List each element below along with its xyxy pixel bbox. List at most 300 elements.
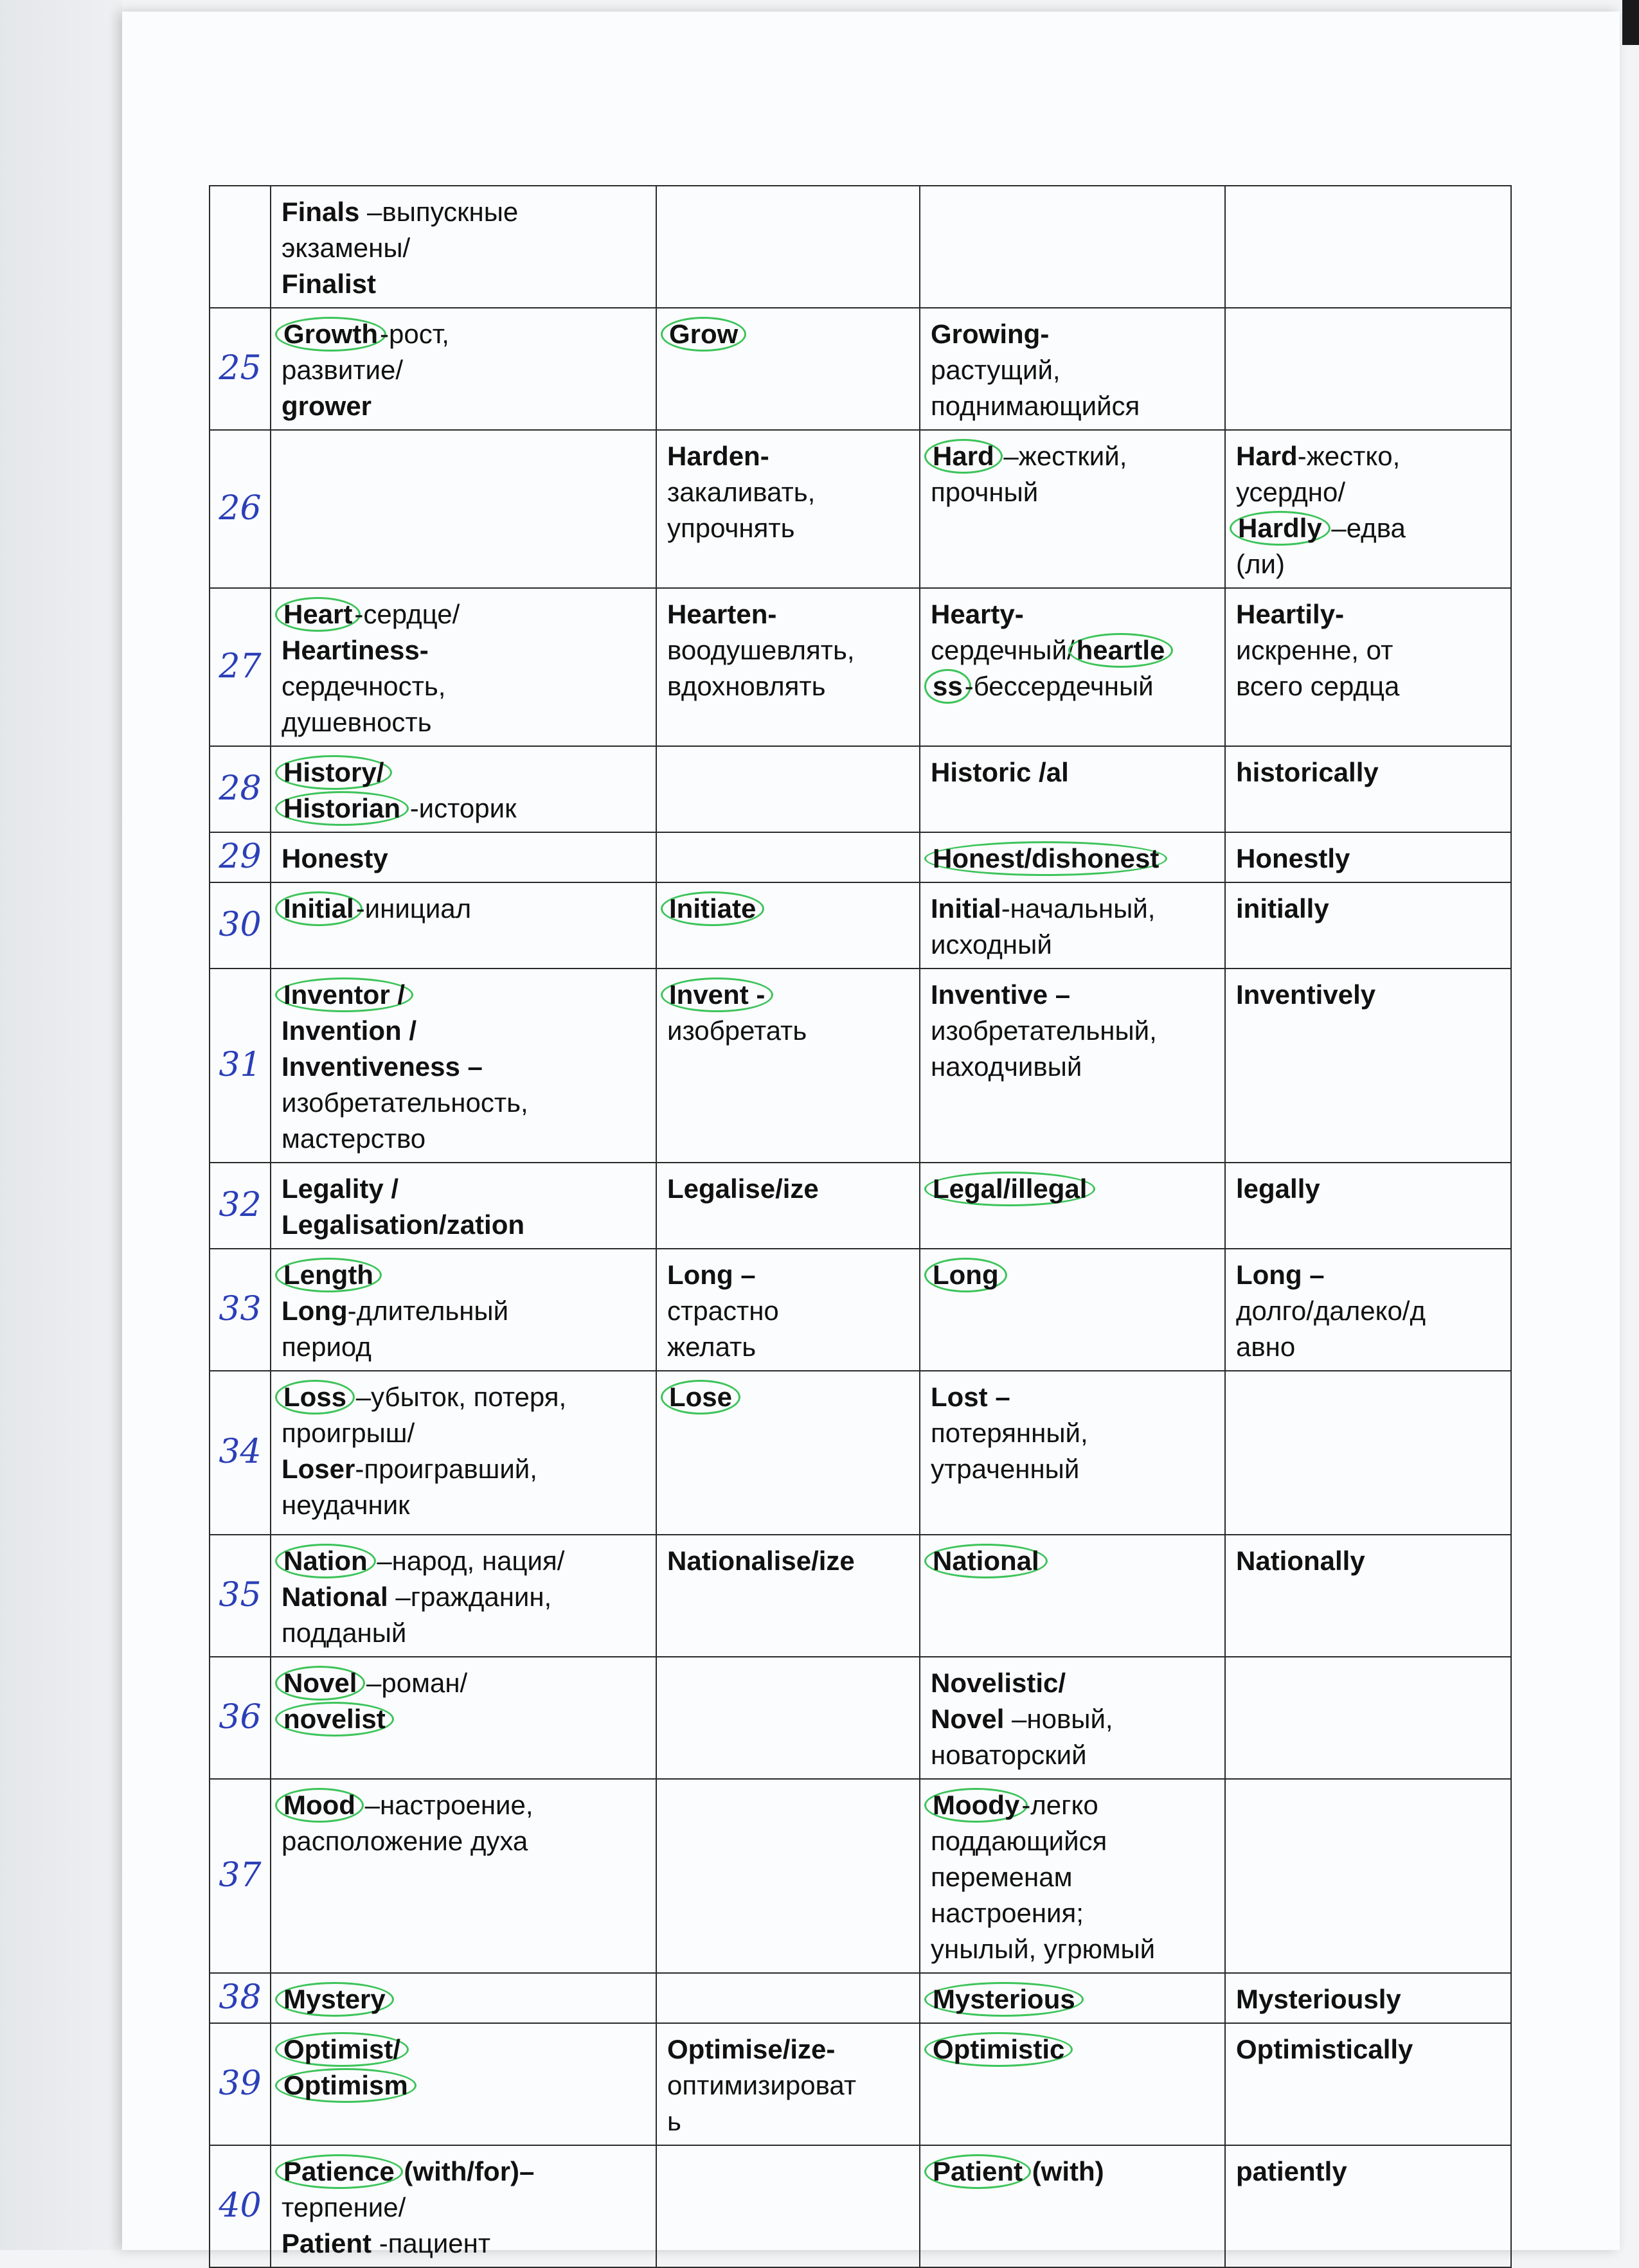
headword: Mysteriously — [1236, 1984, 1401, 2014]
table-row — [210, 832, 1511, 882]
headword: Historic /al — [931, 757, 1069, 787]
cell-line — [282, 632, 647, 668]
cell-line — [1236, 632, 1501, 668]
translation-text: долго/далеко/д — [1236, 1296, 1426, 1326]
headword: - — [419, 635, 429, 665]
adverb-cell — [1225, 832, 1511, 882]
circled-word: Optimist/ — [275, 2032, 409, 2067]
translation-text: новаторский — [931, 1740, 1087, 1770]
headword: Initial — [931, 893, 1001, 924]
cell-line — [667, 474, 910, 510]
circled-word: Novel — [275, 1666, 365, 1701]
translation-text: вдохновлять — [667, 671, 826, 701]
headword: National — [282, 1582, 388, 1612]
verb-cell — [656, 186, 920, 308]
translation-text: -рост, — [379, 319, 449, 349]
headword: Nationally — [1236, 1546, 1365, 1576]
translation-text: -легко — [1021, 1790, 1098, 1820]
adjective-cell — [920, 1249, 1225, 1371]
translation-text: сердечность, — [282, 671, 446, 701]
vocabulary-table-body — [210, 186, 1511, 2267]
handwritten-row-number: 33 — [219, 1289, 262, 1328]
headword: Novelistic/ — [931, 1668, 1066, 1698]
noun-cell — [271, 2023, 656, 2145]
verb-cell — [656, 2023, 920, 2145]
row-number-cell — [210, 969, 271, 1163]
cell-line — [931, 438, 1215, 474]
circled-word: Invent - — [661, 978, 773, 1012]
translation-text: -длительный — [347, 1296, 509, 1326]
translation-text: –жесткий, — [996, 441, 1127, 471]
cell-line — [1236, 1543, 1501, 1579]
verb-cell — [656, 746, 920, 832]
circled-word: Growth — [275, 317, 386, 352]
headword: Finalist — [282, 269, 377, 299]
table-row — [210, 1657, 1511, 1779]
headword: initially — [1236, 893, 1329, 924]
noun-cell — [271, 1779, 656, 1973]
cell-line — [1236, 668, 1501, 704]
cell-line — [1236, 1293, 1501, 1329]
translation-text: -жестко, — [1297, 441, 1401, 471]
headword: legally — [1236, 1174, 1320, 1204]
cell-line — [931, 2031, 1215, 2067]
cell-line — [667, 668, 910, 704]
headword: (with) — [1025, 2156, 1104, 2186]
headword: Heartiness — [282, 635, 420, 665]
noun-cell — [271, 186, 656, 308]
cell-line — [282, 316, 647, 352]
cell-line — [282, 1415, 647, 1451]
cell-line — [282, 1981, 647, 2017]
translation-text: оптимизироват — [667, 2070, 857, 2100]
cell-line — [931, 841, 1215, 877]
headword: Legalise/ize — [667, 1174, 819, 1204]
table-row — [210, 1779, 1511, 1973]
verb-cell — [656, 1249, 920, 1371]
scanner-background — [0, 0, 122, 2250]
circled-word: Historian — [275, 791, 409, 826]
cell-line — [282, 841, 647, 877]
cell-line — [931, 668, 1215, 704]
cell-line — [282, 755, 647, 790]
translation-text: настроения; — [931, 1898, 1084, 1928]
cell-line — [667, 596, 910, 632]
cell-line — [931, 927, 1215, 963]
circled-word: Mystery — [275, 1982, 394, 2017]
table-row — [210, 2145, 1511, 2267]
headword: Inventively — [1236, 979, 1376, 1010]
cell-line — [282, 1701, 647, 1737]
headword: Growing — [931, 319, 1041, 349]
translation-text: поднимающийся — [931, 391, 1140, 421]
cell-line — [282, 1013, 647, 1049]
circled-word: Mysterious — [924, 1982, 1084, 2017]
translation-text: -проигравший, — [355, 1454, 537, 1484]
translation-text: -инициал — [355, 893, 472, 924]
adjective-cell — [920, 2023, 1225, 2145]
verb-cell — [656, 832, 920, 882]
translation-text: -пациент — [372, 2228, 491, 2258]
table-row — [210, 1249, 1511, 1371]
verb-cell — [656, 2145, 920, 2267]
cell-line — [931, 474, 1215, 510]
vocabulary-table — [209, 185, 1512, 2268]
cell-line — [282, 1293, 647, 1329]
headword: Heartily — [1236, 599, 1336, 629]
handwritten-row-number: 25 — [219, 348, 262, 388]
noun-cell — [271, 882, 656, 969]
handwritten-row-number: 29 — [219, 837, 262, 876]
cell-line — [282, 1787, 647, 1823]
row-number-cell — [210, 832, 271, 882]
cell-line — [1236, 1257, 1501, 1293]
noun-cell — [271, 1163, 656, 1249]
headword: Novel — [931, 1704, 1005, 1734]
cell-line — [282, 1329, 647, 1365]
cell-line — [667, 977, 910, 1013]
headword: Inventiveness – — [282, 1051, 483, 1082]
cell-line — [931, 1895, 1215, 1931]
circled-word: Length — [275, 1258, 382, 1292]
verb-cell — [656, 430, 920, 588]
cell-line — [282, 1257, 647, 1293]
verb-cell — [656, 1371, 920, 1535]
circled-word: Patient — [924, 2154, 1031, 2189]
cell-line — [931, 977, 1215, 1013]
adverb-cell — [1225, 308, 1511, 430]
translation-text: упрочнять — [667, 513, 795, 543]
translation-text: искренне, от — [1236, 635, 1393, 665]
adjective-cell — [920, 1973, 1225, 2023]
handwritten-row-number: 38 — [219, 1978, 262, 2017]
handwritten-row-number: 34 — [219, 1433, 262, 1471]
adverb-cell — [1225, 1779, 1511, 1973]
translation-text: исходный — [931, 929, 1052, 960]
headword: - — [760, 441, 769, 471]
headword: Loser — [282, 1454, 355, 1484]
translation-text: –гражданин, — [388, 1582, 552, 1612]
handwritten-row-number: 39 — [219, 2064, 262, 2103]
cell-line — [931, 891, 1215, 927]
translation-text: расположение духа — [282, 1826, 528, 1856]
cell-line — [282, 2031, 647, 2067]
verb-cell — [656, 969, 920, 1163]
noun-cell — [271, 2145, 656, 2267]
cell-line — [931, 1257, 1215, 1293]
circled-word: Moody — [924, 1788, 1028, 1823]
row-number-cell — [210, 1657, 271, 1779]
cell-line — [282, 1171, 647, 1207]
cell-line — [931, 1451, 1215, 1487]
adjective-cell — [920, 588, 1225, 746]
cell-line — [1236, 977, 1501, 1013]
adjective-cell — [920, 1371, 1225, 1535]
cell-line — [282, 1121, 647, 1157]
cell-line — [931, 1049, 1215, 1085]
translation-text: ь — [667, 2106, 681, 2136]
translation-text: –новый, — [1004, 1704, 1113, 1734]
translation-text: терпение/ — [282, 2192, 406, 2222]
translation-text: закаливать, — [667, 477, 816, 507]
verb-cell — [656, 588, 920, 746]
noun-cell — [271, 746, 656, 832]
cell-line — [282, 2154, 647, 2190]
row-number-cell — [210, 882, 271, 969]
circled-word: Patience — [275, 2154, 403, 2189]
table-row — [210, 430, 1511, 588]
cell-line — [1236, 474, 1501, 510]
headword: grower — [282, 391, 372, 421]
translation-text: подданый — [282, 1618, 407, 1648]
translation-text: период — [282, 1332, 372, 1362]
adverb-cell — [1225, 2023, 1511, 2145]
verb-cell — [656, 1779, 920, 1973]
scan-corner-mark — [1622, 0, 1639, 45]
cell-line — [282, 2226, 647, 2262]
cell-line — [667, 510, 910, 546]
adverb-cell — [1225, 746, 1511, 832]
headword: Legality / — [282, 1174, 399, 1204]
circled-word: ss — [924, 669, 971, 704]
translation-text: страстно — [667, 1296, 779, 1326]
circled-word: Honest/dishonest — [924, 841, 1167, 876]
adjective-cell — [920, 746, 1225, 832]
cell-line — [1236, 596, 1501, 632]
cell-line — [667, 1171, 910, 1207]
adjective-cell — [920, 969, 1225, 1163]
cell-line — [667, 632, 910, 668]
translation-text: -начальный, — [1001, 893, 1156, 924]
row-number-cell — [210, 1973, 271, 2023]
circled-word: Legal/illegal — [924, 1172, 1095, 1206]
cell-line — [931, 2154, 1215, 2190]
cell-line — [282, 266, 647, 302]
translation-text: –выпускные — [359, 197, 519, 227]
noun-cell — [271, 832, 656, 882]
verb-cell — [656, 1973, 920, 2023]
headword: Long – — [1236, 1260, 1325, 1290]
cell-line — [931, 1737, 1215, 1773]
translation-text: всего сердца — [1236, 671, 1400, 701]
headword: Honesty — [282, 843, 388, 873]
cell-line — [282, 977, 647, 1013]
cell-line — [282, 1085, 647, 1121]
handwritten-row-number: 31 — [219, 1045, 262, 1084]
cell-line — [1236, 546, 1501, 582]
translation-text: растущий, — [931, 355, 1061, 385]
table-row — [210, 588, 1511, 746]
cell-line — [667, 2103, 910, 2139]
cell-line — [931, 1823, 1215, 1859]
row-number-cell — [210, 1535, 271, 1657]
noun-cell — [271, 1657, 656, 1779]
translation-text: прочный — [931, 477, 1039, 507]
table-row — [210, 882, 1511, 969]
noun-cell — [271, 308, 656, 430]
noun-cell — [271, 1249, 656, 1371]
cell-line — [1236, 2031, 1501, 2067]
table-row — [210, 186, 1511, 308]
headword: Lost – — [931, 1382, 1010, 1412]
translation-text: изобретать — [667, 1015, 807, 1046]
headword: Hard — [1236, 441, 1298, 471]
headword: - — [826, 2034, 836, 2064]
headword: Honestly — [1236, 843, 1350, 873]
handwritten-row-number: 28 — [219, 769, 262, 808]
translation-text: потерянный, — [931, 1418, 1088, 1448]
handwritten-row-number: 40 — [219, 2186, 262, 2225]
adjective-cell — [920, 1163, 1225, 1249]
translation-text: –убыток, потеря, — [348, 1382, 567, 1412]
cell-line — [282, 1049, 647, 1085]
headword: Harden — [667, 441, 760, 471]
cell-line — [931, 352, 1215, 388]
translation-text: –народ, нация/ — [369, 1546, 565, 1576]
verb-cell — [656, 882, 920, 969]
row-number-cell — [210, 588, 271, 746]
adverb-cell — [1225, 2145, 1511, 2267]
cell-line — [931, 316, 1215, 352]
adverb-cell — [1225, 430, 1511, 588]
translation-text: переменам — [931, 1862, 1073, 1892]
circled-word: Grow — [661, 317, 746, 352]
cell-line — [1236, 1981, 1501, 2017]
cell-line — [931, 632, 1215, 668]
handwritten-row-number: 35 — [219, 1575, 262, 1614]
cell-line — [667, 1293, 910, 1329]
adjective-cell — [920, 832, 1225, 882]
cell-line — [282, 1823, 647, 1859]
row-number-cell — [210, 746, 271, 832]
cell-line — [931, 1665, 1215, 1701]
cell-line — [1236, 755, 1501, 790]
translation-text: (ли) — [1236, 549, 1285, 579]
translation-text: развитие/ — [282, 355, 403, 385]
headword: - — [767, 599, 777, 629]
translation-text: проигрыш/ — [282, 1418, 415, 1448]
cell-line — [1236, 1171, 1501, 1207]
circled-word: Optimism — [275, 2068, 416, 2103]
translation-text: авно — [1236, 1332, 1296, 1362]
adverb-cell — [1225, 1249, 1511, 1371]
cell-line — [282, 1379, 647, 1415]
row-number-cell — [210, 186, 271, 308]
translation-text: унылый, угрюмый — [931, 1934, 1156, 1964]
headword: patiently — [1236, 2156, 1347, 2186]
cell-line — [282, 891, 647, 927]
adverb-cell — [1225, 882, 1511, 969]
circled-word: novelist — [275, 1702, 394, 1737]
cell-line — [931, 1701, 1215, 1737]
cell-line — [282, 2067, 647, 2103]
cell-line — [282, 1207, 647, 1243]
cell-line — [931, 388, 1215, 424]
cell-line — [931, 1013, 1215, 1049]
handwritten-row-number: 36 — [219, 1697, 262, 1737]
headword: Long — [282, 1296, 348, 1326]
row-number-cell — [210, 430, 271, 588]
translation-text: изобретательный, — [931, 1015, 1157, 1046]
table-row — [210, 1163, 1511, 1249]
circled-word: Initiate — [661, 891, 764, 926]
translation-text: –роман/ — [359, 1668, 468, 1698]
cell-line — [931, 1981, 1215, 2017]
translation-text: усердно/ — [1236, 477, 1346, 507]
translation-text: –едва — [1323, 513, 1406, 543]
cell-line — [282, 1615, 647, 1651]
translation-text: –настроение, — [357, 1790, 533, 1820]
noun-cell — [271, 1371, 656, 1535]
translation-text: мастерство — [282, 1123, 426, 1154]
headword: Long – — [667, 1260, 756, 1290]
cell-line — [931, 596, 1215, 632]
table-row — [210, 969, 1511, 1163]
noun-cell — [271, 430, 656, 588]
verb-cell — [656, 1535, 920, 1657]
cell-line — [931, 1543, 1215, 1579]
cell-line — [931, 1859, 1215, 1895]
cell-line — [931, 1379, 1215, 1415]
cell-line — [1236, 1329, 1501, 1365]
cell-line — [282, 1579, 647, 1615]
cell-line — [282, 668, 647, 704]
headword: - — [1040, 319, 1050, 349]
cell-line — [282, 2190, 647, 2226]
adverb-cell — [1225, 1973, 1511, 2023]
headword: Inventive – — [931, 979, 1071, 1010]
cell-line — [931, 1171, 1215, 1207]
headword: - — [1335, 599, 1345, 629]
cell-line — [282, 388, 647, 424]
row-number-cell — [210, 1371, 271, 1535]
translation-text: утраченный — [931, 1454, 1080, 1484]
circled-word: Lose — [661, 1380, 740, 1415]
adverb-cell — [1225, 969, 1511, 1163]
headword: - — [1014, 599, 1024, 629]
translation-text: поддающийся — [931, 1826, 1107, 1856]
circled-word: Initial — [275, 891, 363, 926]
cell-line — [282, 1451, 647, 1487]
cell-line — [667, 2067, 910, 2103]
cell-line — [1236, 841, 1501, 877]
headword: Patient — [282, 2228, 372, 2258]
cell-line — [667, 1329, 910, 1365]
adverb-cell — [1225, 1535, 1511, 1657]
headword: (with/for)– — [396, 2156, 535, 2186]
cell-line — [931, 1931, 1215, 1967]
cell-line — [931, 1787, 1215, 1823]
adjective-cell — [920, 2145, 1225, 2267]
cell-line — [667, 1013, 910, 1049]
circled-word: Nation — [275, 1544, 376, 1578]
adjective-cell — [920, 308, 1225, 430]
cell-line — [931, 1415, 1215, 1451]
handwritten-row-number: 37 — [219, 1855, 262, 1895]
cell-line — [1236, 2154, 1501, 2190]
handwritten-row-number: 27 — [219, 647, 262, 686]
translation-text: сердечный/ — [931, 635, 1075, 665]
headword: Nationalise/ize — [667, 1546, 855, 1576]
headword: Optimistically — [1236, 2034, 1413, 2064]
verb-cell — [656, 1163, 920, 1249]
cell-line — [1236, 891, 1501, 927]
circled-word: Hardly — [1230, 511, 1330, 546]
cell-line — [667, 1379, 910, 1415]
table-row — [210, 2023, 1511, 2145]
circled-word: Heart — [275, 597, 361, 632]
verb-cell — [656, 1657, 920, 1779]
